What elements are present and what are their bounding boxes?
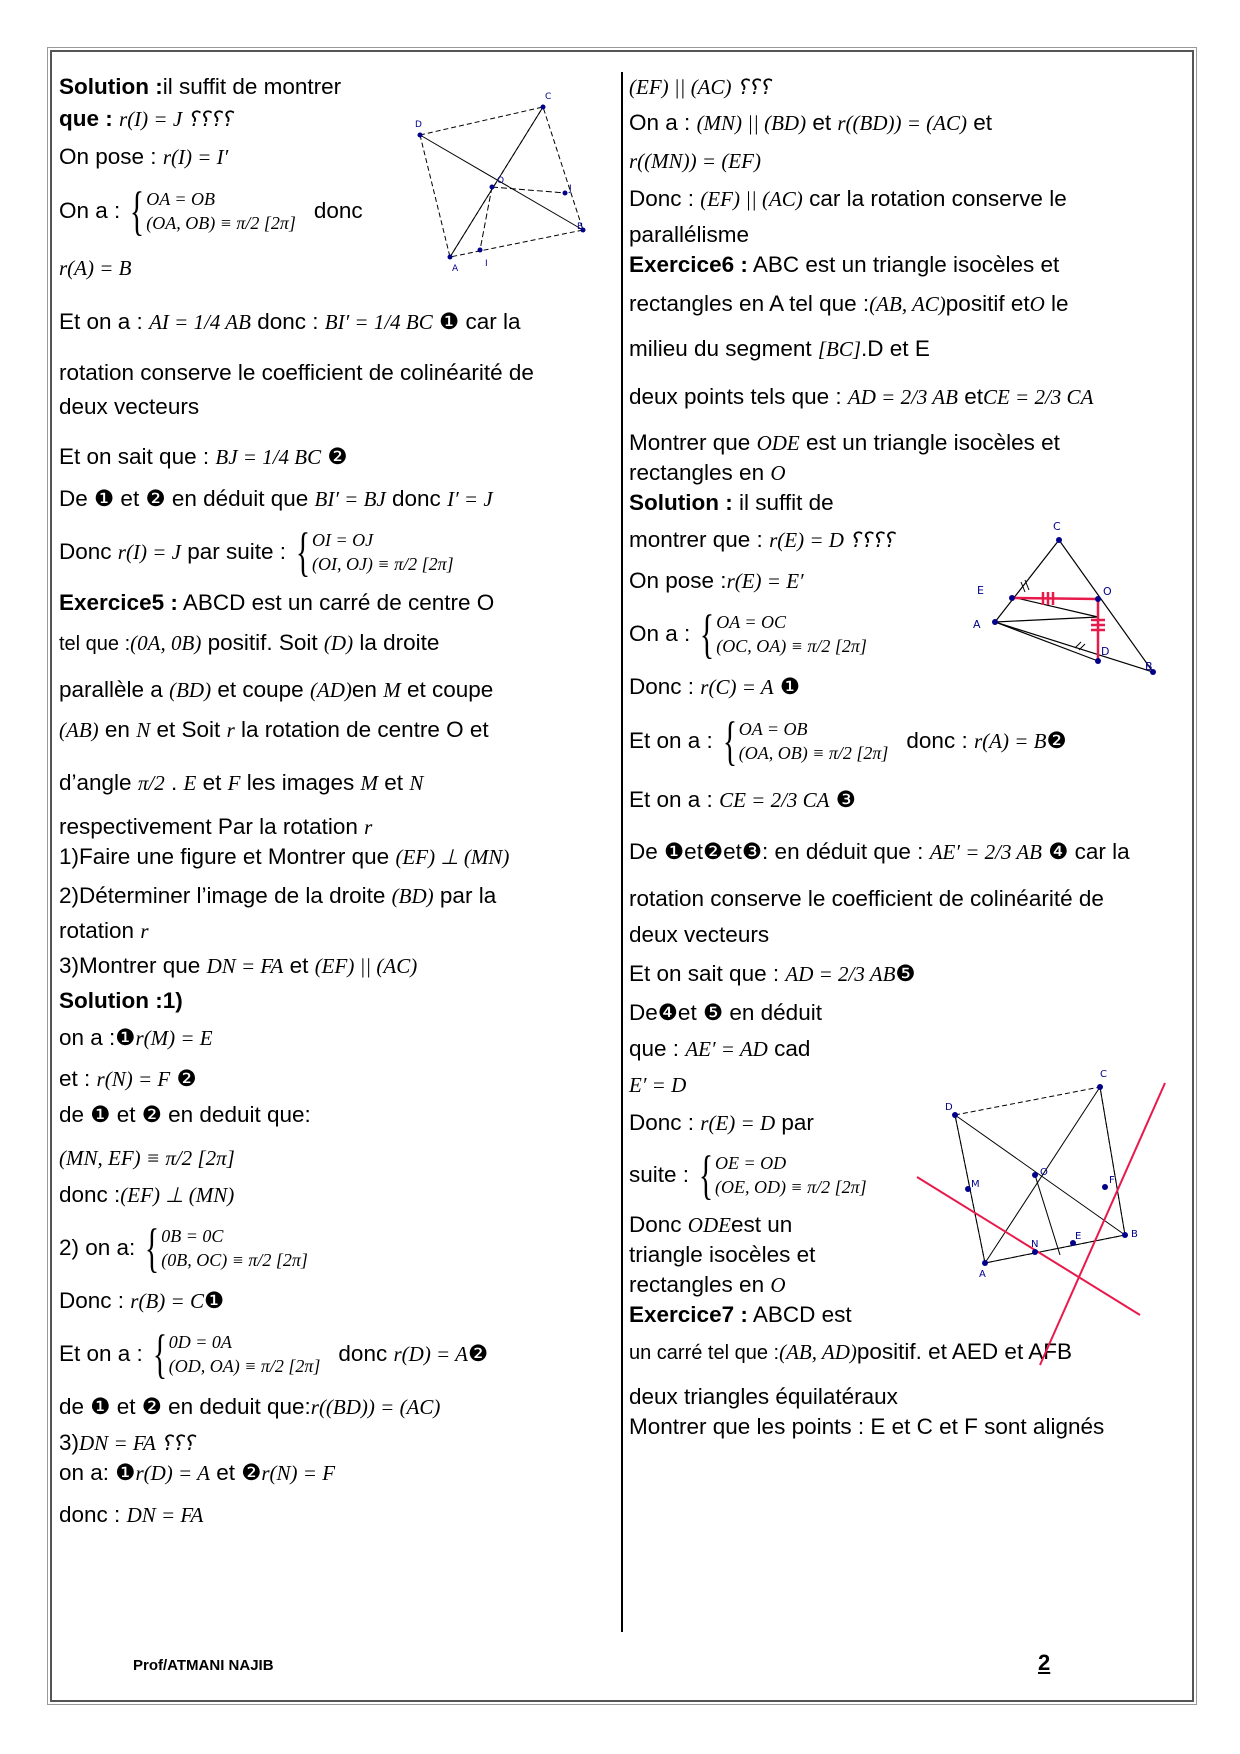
text: la droite (359, 630, 440, 655)
text: On pose : (59, 144, 157, 169)
math: 0D = 0A (168, 1332, 232, 1352)
label-e: E (977, 584, 984, 597)
text: milieu du segment (629, 336, 812, 361)
text: par suite : (187, 539, 287, 564)
math: r (140, 919, 149, 943)
system: { OA = OC (OC, OA) ≡ π/2 [2π] (700, 604, 867, 664)
text: 2)Déterminer l’image de la droite (59, 883, 386, 908)
text: rotation conserve le coefficient de colinéarité de (59, 360, 534, 385)
label-c: C (1100, 1069, 1107, 1080)
label-m: M (971, 1179, 980, 1190)
text: en (351, 677, 377, 702)
text: triangle isocèles et (629, 1242, 816, 1267)
text: et Soit (156, 717, 221, 742)
math: OE = OD (714, 1153, 787, 1173)
text: De ❶ et ❷ en déduit que (59, 486, 309, 511)
math: (OA, OB) ≡ π/2 [2π] (738, 743, 889, 763)
text: et ❷ (216, 1460, 262, 1485)
math: BI′ = 1/4 BC (324, 310, 433, 334)
math: CE = 2/3 CA (982, 385, 1094, 409)
math: AD = 2/3 AB (847, 385, 958, 409)
solution6-heading: Solution : (629, 490, 733, 515)
math: N (409, 771, 424, 795)
math: (OI, OJ) ≡ π/2 [2π] (311, 554, 454, 574)
text: on a: ❶ (59, 1460, 136, 1485)
text: respectivement Par la rotation (59, 814, 358, 839)
label-j: J (569, 184, 572, 194)
text: deux points tels que : (629, 384, 842, 409)
text: 2) on a: (59, 1235, 136, 1260)
text: positif. Soit (207, 630, 318, 655)
math: (D) (323, 631, 354, 655)
math: F (227, 771, 241, 795)
text: Donc : (629, 674, 695, 699)
text: la rotation de centre O et (241, 717, 489, 742)
math: r(E) = E′ (726, 569, 804, 593)
exercise7-heading: Exercice7 : (629, 1302, 748, 1327)
label-d: D (945, 1102, 953, 1113)
solution-heading: Solution : (59, 74, 163, 99)
text: . (170, 770, 178, 795)
text: Et on a : (59, 309, 143, 334)
system: { OA = OB (OA, OB) ≡ π/2 [2π] (722, 711, 889, 771)
text: ❸ (835, 787, 856, 812)
system: { 0B = 0C (0B, OC) ≡ π/2 [2π] (145, 1218, 308, 1278)
label-a: A (973, 618, 981, 631)
label-c: C (1053, 520, 1061, 533)
text: On a : (629, 110, 691, 135)
math: (BD) (169, 678, 212, 702)
text: est un triangle isocèles et (806, 430, 1060, 455)
text: Et on sait que : (629, 961, 780, 986)
text: par la (439, 883, 497, 908)
text: rotation conserve le coefficient de colinéarité de (629, 886, 1104, 911)
label-e: E (1075, 1231, 1082, 1242)
math: (MN, EF) ≡ π/2 [2π] (59, 1146, 235, 1170)
math: E (183, 771, 197, 795)
label-d: D (415, 120, 422, 130)
text: rectangles en A tel que : (629, 291, 870, 316)
text: et (812, 110, 832, 135)
text: ABC est un triangle isocèles et (752, 252, 1060, 277)
math: r (364, 815, 373, 839)
math: AE′ = AD (685, 1037, 768, 1061)
text: et : (59, 1066, 91, 1091)
text: les images (246, 770, 355, 795)
label-f: F (1109, 1175, 1115, 1186)
system: { 0D = 0A (OD, OA) ≡ π/2 [2π] (152, 1324, 321, 1384)
math: O (770, 461, 786, 485)
math: ODE (756, 431, 800, 455)
label-b: B (1131, 1229, 1138, 1240)
math: ODE (687, 1213, 731, 1237)
text: de ❶ et ❷ en deduit que: (59, 1102, 311, 1127)
text: montrer que : (629, 527, 763, 552)
label-b: B (1145, 660, 1153, 673)
text: Et on sait que : (59, 444, 210, 469)
page-number: 2 (1038, 1650, 1051, 1675)
column-separator (621, 72, 623, 1632)
text: Donc (59, 539, 112, 564)
text: et (973, 110, 993, 135)
text: parallélisme (629, 222, 750, 247)
text: ❷ (1046, 728, 1067, 753)
text: deux triangles équilatéraux (629, 1384, 898, 1409)
label-d: D (1101, 645, 1110, 658)
label-n: N (1031, 1239, 1039, 1250)
math: r(M) = E (135, 1026, 213, 1050)
label-a: A (979, 1269, 986, 1280)
math: (OE, OD) ≡ π/2 [2π] (714, 1177, 867, 1197)
text: ABCD est (752, 1302, 852, 1327)
text: 3) (59, 1430, 80, 1455)
text: on a :❶ (59, 1025, 136, 1050)
text: il suffit de montrer (162, 74, 342, 99)
math: CE = 2/3 CA (719, 788, 830, 812)
text: suite : (629, 1162, 690, 1187)
math: r(E) = D (700, 1111, 776, 1135)
math: M (383, 678, 401, 702)
math: (EF) || (AC) (314, 954, 418, 978)
text: est un (730, 1212, 793, 1237)
text: d’angle (59, 770, 132, 795)
math: (AD) (309, 678, 352, 702)
math: BI′ = BJ (314, 487, 386, 511)
math: DN = FA (126, 1503, 204, 1527)
text: donc : (59, 1502, 121, 1527)
text: donc (313, 198, 363, 223)
text: et (384, 770, 404, 795)
text: Et on a : (629, 728, 713, 753)
label-i: I (485, 259, 488, 269)
math: r(N) = F (261, 1461, 336, 1485)
text: et (964, 384, 983, 409)
text: Donc (629, 1212, 682, 1237)
text: positif et (945, 291, 1030, 316)
label-a: A (452, 264, 459, 274)
math: (AB, AC) (869, 292, 946, 316)
math: (OC, OA) ≡ π/2 [2π] (716, 636, 867, 656)
text: Donc : (629, 1110, 695, 1135)
text: ❶ (203, 1288, 225, 1313)
text: Montrer que les points : E et C et F sont alignés (629, 1414, 1105, 1439)
math: OI = OJ (311, 530, 374, 550)
text: donc : (59, 1182, 121, 1207)
math: OA = OB (146, 189, 216, 209)
math: AE′ = 2/3 AB (929, 840, 1042, 864)
label-o: O (1103, 585, 1112, 598)
text: Et on a : (629, 787, 713, 812)
text: donc : (257, 309, 319, 334)
math: r(B) = C (130, 1289, 204, 1313)
system: { OE = OD (OE, OD) ≡ π/2 [2π] (698, 1145, 867, 1205)
math: BJ = 1/4 BC (215, 445, 322, 469)
footer-author: Prof/ATMANI NAJIB (133, 1657, 274, 1674)
text: Montrer que (629, 430, 751, 455)
math: r((BD)) = (AC) (837, 111, 968, 135)
math: E′ = D (629, 1073, 687, 1097)
text: par (781, 1110, 814, 1135)
text: ❶ (779, 674, 801, 699)
text: 3)Montrer que (59, 953, 201, 978)
text: positif. et AED et AFB (856, 1339, 1072, 1364)
math: r(N) = F (96, 1067, 171, 1091)
figure-square-ij (405, 85, 600, 285)
math: OA = OC (716, 612, 787, 632)
figure-square-lines (905, 1065, 1185, 1375)
text: Donc : (59, 1288, 125, 1313)
math: M (360, 771, 379, 795)
text: ❺ (895, 961, 916, 986)
text: et coupe (217, 677, 304, 702)
math: DN = FA (206, 954, 284, 978)
math: N (136, 718, 151, 742)
text: cad (774, 1036, 811, 1061)
math: (EF) || (AC) (700, 187, 803, 211)
math: O (1029, 292, 1045, 316)
text: et (202, 770, 222, 795)
math: (EF) || (AC) ؟؟؟ (629, 75, 771, 99)
text: ❷ (467, 1341, 489, 1366)
text: On a : (629, 621, 691, 646)
math: (BD) (391, 884, 434, 908)
math: (AB, AD) (779, 1340, 857, 1364)
math: r(A) = B (59, 256, 132, 280)
text: que : (629, 1036, 680, 1061)
label-c: C (545, 92, 552, 102)
text: parallèle a (59, 677, 163, 702)
figure-triangle (965, 520, 1160, 690)
math: (0A, 0B) (130, 631, 202, 655)
math: r((BD)) = (AC) (310, 1395, 441, 1419)
math: DN = FA ؟؟؟ (79, 1431, 195, 1455)
text: rectangles en (629, 1272, 765, 1297)
text: ❶ car la (439, 309, 521, 334)
math: (0B, OC) ≡ π/2 [2π] (161, 1250, 308, 1270)
text: il suffit de (739, 490, 834, 515)
text: On a : (59, 198, 121, 223)
text: deux vecteurs (629, 922, 770, 947)
math: (OD, OA) ≡ π/2 [2π] (168, 1356, 321, 1376)
text: donc (338, 1341, 388, 1366)
math: (EF) ⊥ (MN) (395, 845, 510, 869)
math: π/2 (137, 771, 165, 795)
exercise5-heading: Exercice5 : (59, 590, 178, 615)
text: ❷ (176, 1066, 197, 1091)
math: r(A) = B (973, 729, 1047, 753)
text: ❹ car la (1048, 839, 1130, 864)
text: rotation (59, 918, 135, 943)
text: un carré tel que : (629, 1342, 780, 1364)
text: De ❶et❷et❸: en déduit que : (629, 839, 924, 864)
math: r(D) = A (135, 1461, 210, 1485)
text: que : (59, 106, 113, 131)
label-o: O (497, 176, 505, 186)
text: car la rotation conserve le (809, 186, 1067, 211)
text: ❷ (327, 444, 348, 469)
text: le (1051, 291, 1069, 316)
text: et (289, 953, 309, 978)
text: en (104, 717, 130, 742)
exercise6-heading: Exercice6 : (629, 252, 748, 277)
system: { OI = OJ (OI, OJ) ≡ π/2 [2π] (295, 522, 454, 582)
math: r((MN)) = (EF) (629, 149, 761, 173)
math: (OA, OB) ≡ π/2 [2π] (146, 213, 296, 233)
math: r(I) = I′ (162, 145, 229, 169)
math: (EF) ⊥ (MN) (120, 1183, 235, 1207)
math: r(D) = A (393, 1342, 468, 1366)
math: OA = OB (738, 719, 808, 739)
left-column (59, 72, 607, 1534)
system: { OA = OB (OA, OB) ≡ π/2 [2π] (130, 181, 296, 241)
text: donc : (906, 728, 968, 753)
label-o: O (1040, 1167, 1048, 1178)
text: deux vecteurs (59, 394, 200, 419)
math: 0B = 0C (161, 1226, 224, 1246)
label-b: B (577, 222, 584, 232)
text: rectangles en (629, 460, 765, 485)
math: AI = 1/4 AB (149, 310, 251, 334)
solution5-heading: Solution :1) (59, 988, 183, 1013)
text: De❹et ❺ en déduit (629, 1000, 822, 1025)
text: 1)Faire une figure et Montrer que (59, 844, 390, 869)
text: et coupe (406, 677, 494, 702)
math: [BC] (817, 337, 862, 361)
math: r(E) = D ؟؟؟؟ (769, 528, 894, 552)
text: On pose : (629, 568, 727, 593)
text: tel que : (59, 633, 131, 655)
text: ABCD est un carré de centre O (182, 590, 495, 615)
math: O (770, 1273, 786, 1297)
math: r(C) = A (700, 675, 774, 699)
math: I′ = J (447, 487, 493, 511)
text: Et on a : (59, 1341, 143, 1366)
text: donc (392, 486, 441, 511)
math: r(I) = J ؟؟؟؟ (119, 107, 233, 131)
math: (AB) (59, 718, 99, 742)
text: de ❶ et ❷ en deduit que: (59, 1394, 311, 1419)
text: .D et E (861, 336, 930, 361)
math: AD = 2/3 AB (785, 962, 896, 986)
math: r(I) = J (117, 540, 181, 564)
text: Donc : (629, 186, 695, 211)
math: (MN) || (BD) (696, 111, 807, 135)
math: r (226, 718, 235, 742)
